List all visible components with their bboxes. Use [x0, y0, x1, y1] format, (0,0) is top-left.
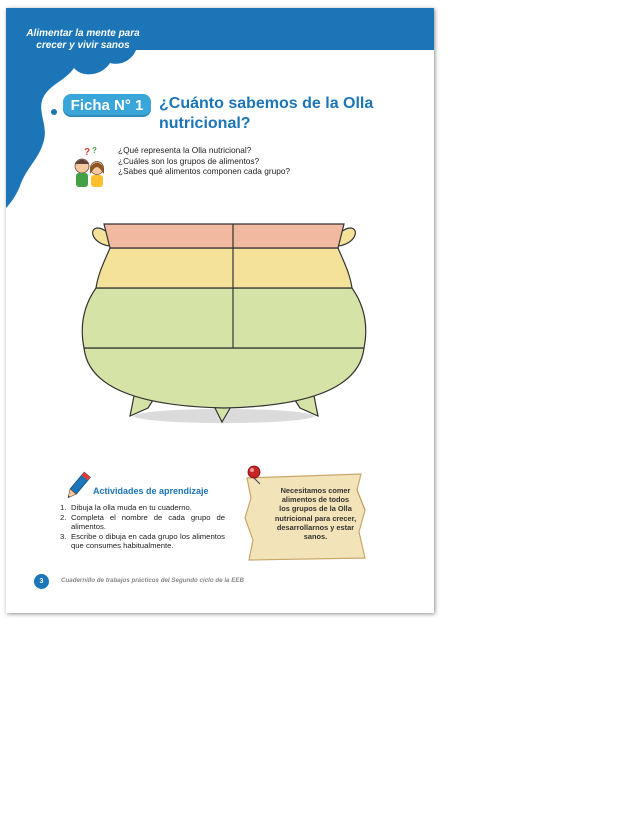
note-text — [258, 486, 373, 541]
ficha-badge: Ficha N° 1 — [63, 94, 151, 117]
title-line-2: nutricional? — [159, 115, 251, 132]
question-item: ¿Sabes qué alimentos componen cada grupo? — [118, 166, 291, 177]
svg-text:?: ? — [92, 146, 97, 155]
header-line-2: crecer y vivir sanos — [36, 40, 130, 51]
workbook-page — [6, 8, 434, 613]
page-number: 3 — [34, 574, 49, 589]
list-item — [60, 532, 225, 551]
olla-nutricional-pot — [74, 208, 374, 433]
title-line-1: ¿Cuánto sabemos de la Olla — [159, 95, 374, 112]
guiding-questions — [118, 145, 290, 177]
page-title — [159, 94, 409, 134]
note-line: alimentos de todos — [281, 495, 350, 505]
note-line: desarrollarnos y estar — [276, 522, 355, 532]
activities-title: Actividades de aprendizaje — [93, 486, 209, 496]
thinking-children-icon — [70, 146, 110, 190]
header-title — [24, 28, 142, 52]
header-line-1: Alimentar la mente para — [26, 28, 140, 39]
footer-text: Cuadernillo de trabajos prácticos del Segundo ciclo de la EEB — [61, 577, 244, 584]
list-item-text: Dibuja la olla muda en tu cuaderno. — [71, 503, 192, 512]
pot-band-1 — [104, 224, 344, 248]
pot-band-3 — [82, 288, 366, 348]
note-line: nutricional para crecer, — [274, 513, 357, 523]
note-line: Necesitamos comer — [280, 486, 351, 495]
list-item — [60, 503, 225, 513]
list-item-number: 3. — [60, 531, 67, 541]
svg-text:?: ? — [84, 147, 91, 158]
list-item — [60, 513, 225, 532]
pot-band-2 — [96, 248, 352, 288]
pencil-icon — [62, 471, 92, 503]
question-item: ¿Cuáles son los grupos de alimentos? — [118, 155, 260, 166]
note-line: los grupos de la Olla — [279, 504, 352, 514]
pushpin-icon — [246, 464, 266, 486]
pot-bottom-section — [84, 348, 364, 408]
list-item-text: Completa el nombre de cada grupo de alimentos. — [71, 512, 225, 532]
list-item-text: Escribe o dibuja en cada grupo los alimentos que consumes habitualmente. — [71, 531, 225, 551]
note-line: sanos. — [303, 532, 328, 542]
list-item-number: 2. — [60, 512, 67, 522]
question-item: ¿Qué representa la Olla nutricional? — [118, 145, 252, 155]
list-item-number: 1. — [60, 503, 67, 512]
activities-list — [60, 503, 225, 551]
